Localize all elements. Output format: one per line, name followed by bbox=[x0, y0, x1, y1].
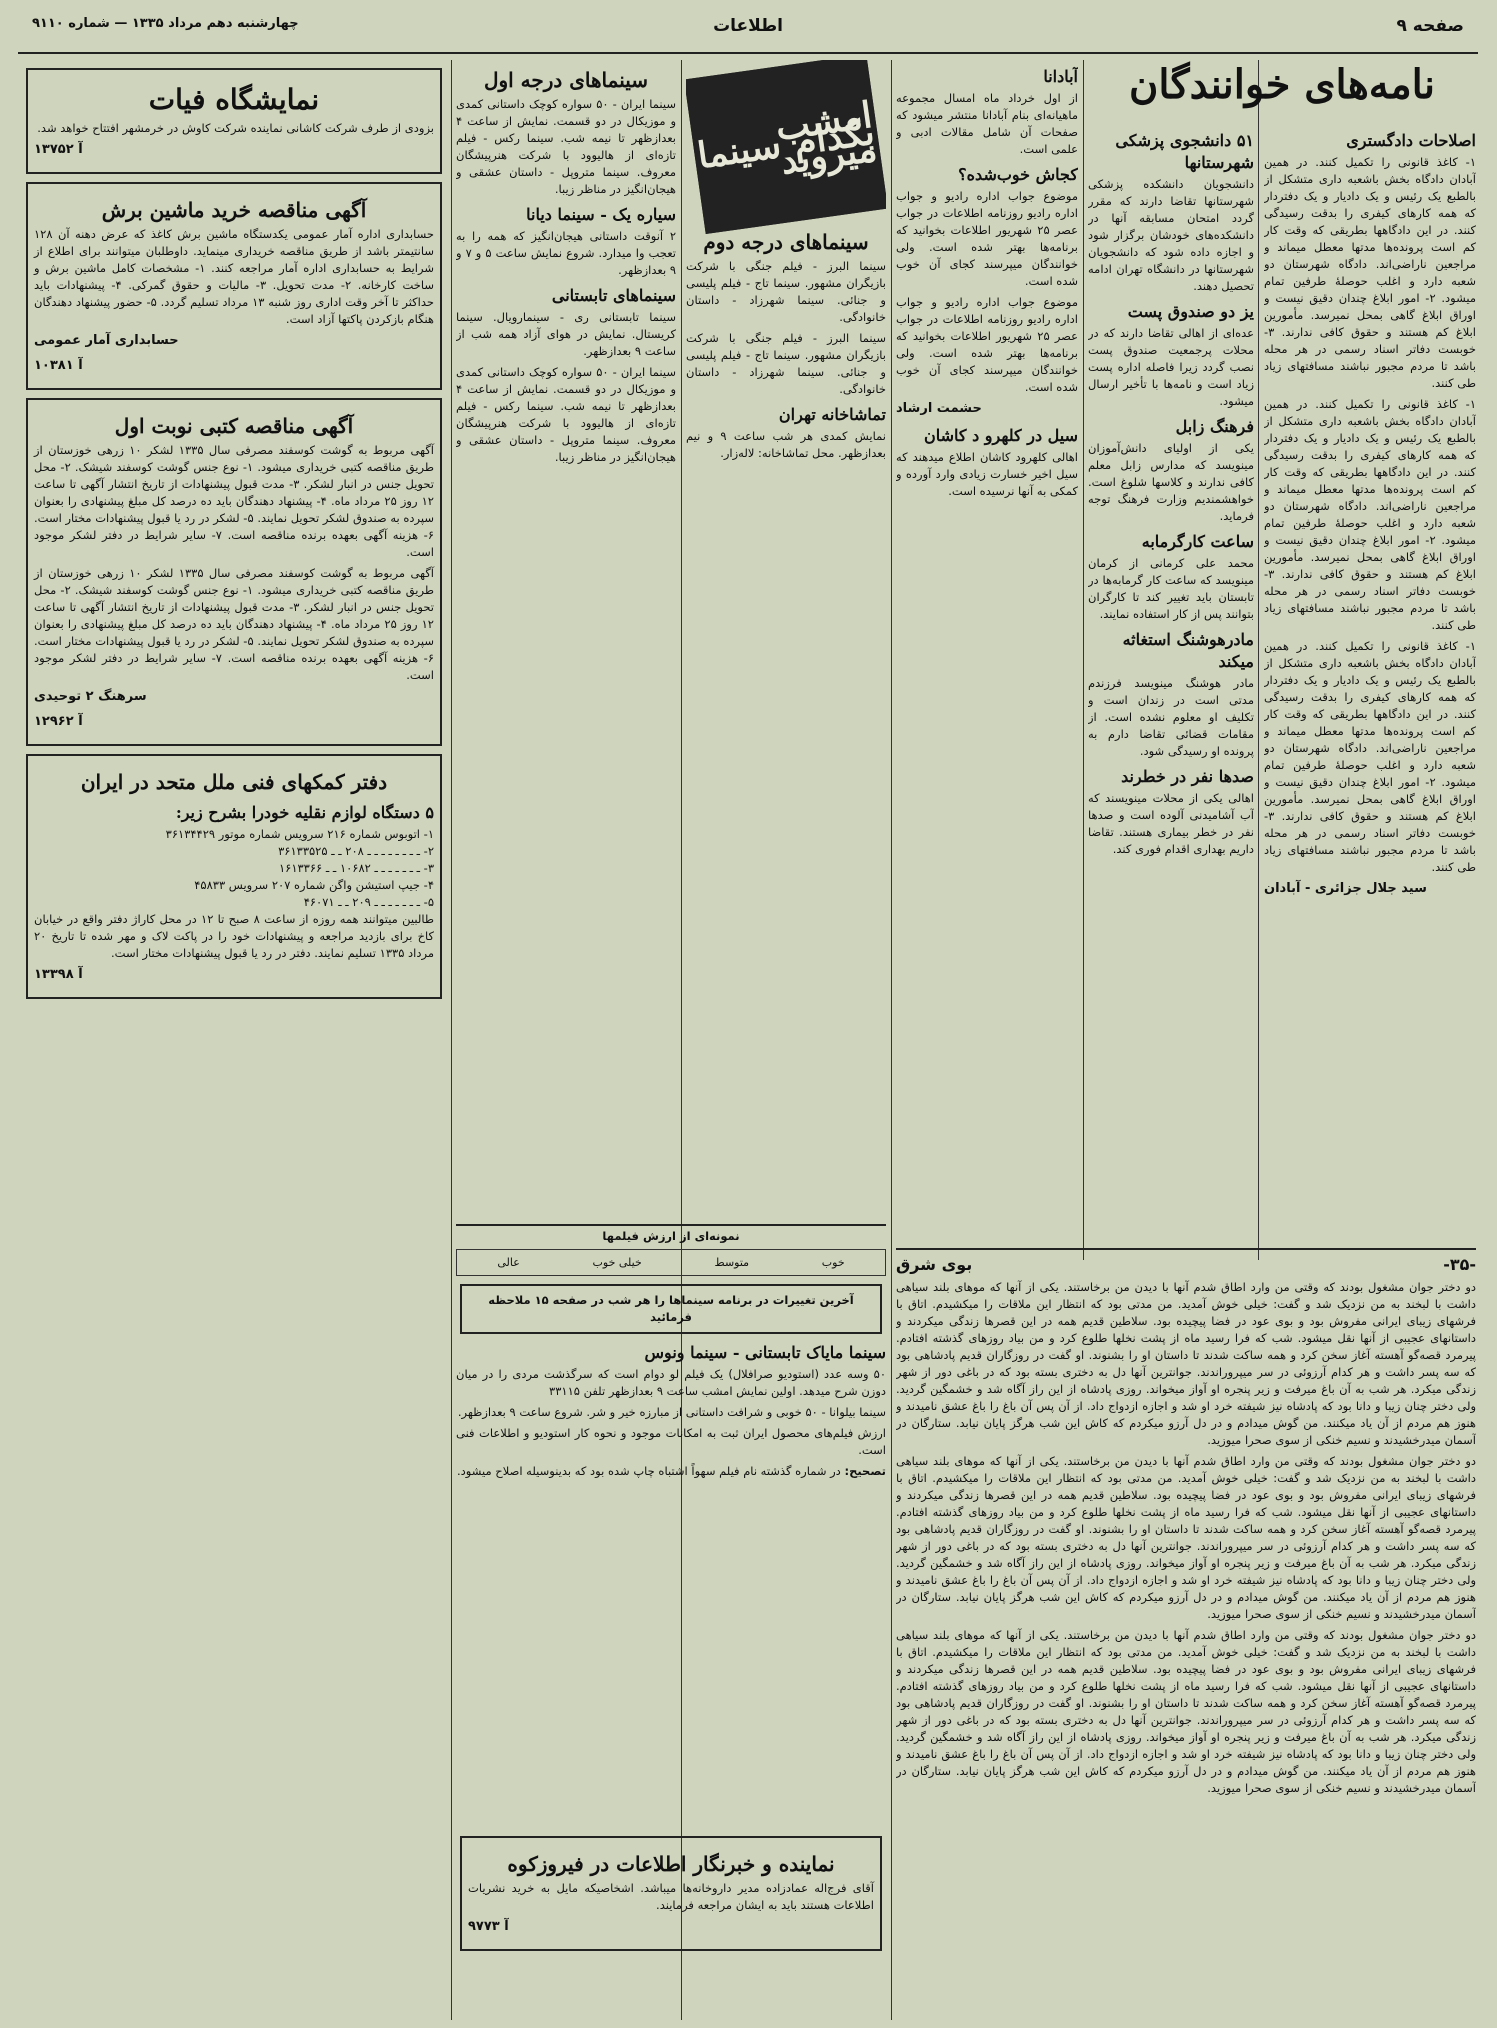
office-item: ۱- اتوبوس شماره ۲۱۶ سرویس شماره موتور ۳۶۱۳۴۴۲۹ bbox=[165, 827, 434, 841]
cinema-rule bbox=[456, 1224, 886, 1226]
story-text: دو دختر جوان مشغول بودند که وقتی من وارد اطاق شدم آنها با دیدن من برخاستند. یکی از آنها که موهای بلند سیاهی داشت با لبخند به من نزدیک شد و گفت: خیلی خوش آمدید. من مدتی بود که انتظار این ملاقات را میکشیدم. اتاق با فرشهای زیبای ایرانی مفروش بود و بوی عود در فضا پیچیده بود. سلاطین قدیم همه در این قصرها زندگی میکردند و داستانهای عجیبی از آنها نقل میشود. شب که فرا رسید ماه از پشت نخلها طلوع کرد و من بیاد روزهای گذشته افتادم. پیرمرد قصه‌گو آهسته آغاز سخن کرد و همه ساکت شدند تا داستان او را بشنوند. او گفت در روزگاران قدیم پادشاهی بود که سه پسر داشت و هر کدام آرزوئی در سر میپروراندند. جوانترین آنها دل به دختری بسته بود که در باغی دور از شهر زندگی میکرد. هر شب به آن باغ میرفت و زیر پنجره او آواز میخواند. روزی پادشاه از این راز آگاه شد و خشمگین گردید. ولی دختر چنان زیبا و دانا بود که پادشاه نیز شیفته خرد او شد و اجازه ازدواج داد. از آن پس آن باغ را باغ عشق نامیدند و هنوز هم مردم از آن یاد میکنند. من گوش میدادم و در دل آرزو میکردم که کاش این شب هرگز پایان نیابد. ستارگان در آسمان میدرخشیدند و نسیم خنکی از سوی صحرا میوزید. bbox=[896, 1454, 1476, 1621]
letter-text: موضوع جواب اداره رادیو و جواب اداره رادیو روزنامه اطلاعات در جواب عصر ۲۵ شهریور اطلاعات بخوانید که برنامه‌ها بهتر شده است. ولی خوانندگان میپرسند کجای آن خوب شده است. bbox=[896, 295, 1078, 394]
office-subtitle: ۵ دستگاه لوازم نقلیه خودرا بشرح زیر: bbox=[175, 803, 434, 822]
column-rule bbox=[451, 60, 452, 2020]
column-rule bbox=[1258, 60, 1259, 1260]
letter-text: ۱- کاغذ قانونی را تکمیل کنند. در همین آبادان دادگاه بخش باشعبه داری متشکل از بالطبع یک رئیس و یک دادیار و یک دفتردار که همه کارهای کیفری را بدقت رسیدگی کنند. در این دادگاهها بطریقی که وقت کار کم است پرونده‌ها مدتها معطل میماند و مراجعین ناراضی‌اند. دادگاه شهرستان دو شعبه دارد و اغلب حوصلهٔ طرفین تمام میشود. ۲- امور ابلاغ چندان دقیق نیست و اوراق ابلاغ گاهی بمحل نمیرسد. مأمورین ابلاغ کم هستند و حقوق کافی ندارند. ۳- خوبست دفاتر اسناد رسمی در هر محله باشد تا مردم مجبور نباشند مسافتهای زیاد طی کنند. bbox=[1264, 155, 1476, 390]
banner-text: امشب بکدام سینما میروید bbox=[694, 93, 880, 183]
story-title: بوی شرق bbox=[896, 1256, 973, 1274]
story-number: -۳۵- bbox=[1443, 1256, 1476, 1274]
letters-heading: سیل در کلهرو د کاشان bbox=[924, 426, 1078, 445]
column-rule bbox=[1083, 60, 1084, 1260]
cinema-heading: تماشاخانه تهران bbox=[778, 405, 886, 424]
cinema-text: سینما بیلوانا - ۵۰ خوبی و شرافت داستانی از مبارزه خیر و شر. شروع ساعت ۹ بعدازظهر. bbox=[457, 1405, 886, 1419]
correction-text: در شماره گذشته نام فیلم سهواً اشتباه چاپ شده بود که بدینوسیله اصلاح میشود. bbox=[457, 1464, 841, 1478]
letters-heading: فرهنگ زابل bbox=[1175, 417, 1254, 436]
cinema-text: سینما ایران - ۵۰ سواره کوچک داستانی کمدی و موزیکال در دو قسمت. نمایش از ساعت ۴ بعدازظهر تا نیمه شب. سینما رکس - فیلم تازه‌ای از هالیوود با شرکت هنرپیشگان معروف. سینما متروپل - داستان عشقی و هیجان‌انگیز در مناظر زیبا. bbox=[456, 365, 676, 464]
story-text: دو دختر جوان مشغول بودند که وقتی من وارد اطاق شدم آنها با دیدن من برخاستند. یکی از آنها که موهای بلند سیاهی داشت با لبخند به من نزدیک شد و گفت: خیلی خوش آمدید. من مدتی بود که انتظار این ملاقات را میکشیدم. اتاق با فرشهای زیبای ایرانی مفروش بود و بوی عود در فضا پیچیده بود. سلاطین قدیم همه در این قصرها زندگی میکردند و داستانهای عجیبی از آنها نقل میشود. شب که فرا رسید ماه از پشت نخلها طلوع کرد و من بیاد روزهای گذشته افتادم. پیرمرد قصه‌گو آهسته آغاز سخن کرد و همه ساکت شدند تا داستان او را بشنوند. او گفت در روزگاران قدیم پادشاهی بود که سه پسر داشت و هر کدام آرزوئی در سر میپروراندند. جوانترین آنها دل به دختری بسته بود که در باغی دور از شهر زندگی میکرد. هر شب به آن باغ میرفت و زیر پنجره او آواز میخواند. روزی پادشاه از این راز آگاه شد و خشمگین گردید. ولی دختر چنان زیبا و دانا بود که پادشاه نیز شیفته خرد او شد و اجازه ازدواج داد. از آن پس آن باغ را باغ عشق نامیدند و هنوز هم مردم از آن یاد میکنند. من گوش میدادم و در دل آرزو میکردم که کاش این شب هرگز پایان نیابد. ستارگان در آسمان میدرخشیدند و نسیم خنکی از سوی صحرا میوزید. bbox=[896, 1628, 1476, 1795]
letter-signature: سید جلال جزائری - آبادان bbox=[1264, 881, 1427, 896]
letters-column-3 bbox=[896, 60, 1078, 1244]
cinema-heading: سینماهای درجه اول bbox=[483, 68, 649, 92]
letters-title: نامه‌های خوانندگان bbox=[1128, 61, 1435, 108]
letters-column-1 bbox=[1264, 124, 1476, 1244]
rating-label: خوب bbox=[821, 1256, 845, 1269]
correction-heading: تصحیح: bbox=[844, 1464, 886, 1478]
cinema-heading: سینماهای تابستانی bbox=[551, 286, 676, 305]
story-text: دو دختر جوان مشغول بودند که وقتی من وارد اطاق شدم آنها با دیدن من برخاستند. یکی از آنها که موهای بلند سیاهی داشت با لبخند به من نزدیک شد و گفت: خیلی خوش آمدید. من مدتی بود که انتظار این ملاقات را میکشیدم. اتاق با فرشهای زیبای ایرانی مفروش بود و بوی عود در فضا پیچیده بود. سلاطین قدیم همه در این قصرها زندگی میکردند و داستانهای عجیبی از آنها نقل میشود. شب که فرا رسید ماه از پشت نخلها طلوع کرد و من بیاد روزهای گذشته افتادم. پیرمرد قصه‌گو آهسته آغاز سخن کرد و همه ساکت شدند تا داستان او را بشنوند. او گفت در روزگاران قدیم پادشاهی بود که سه پسر داشت و هر کدام آرزوئی در سر میپروراندند. جوانترین آنها دل به دختری بسته بود که در باغی دور از شهر زندگی میکرد. هر شب به آن باغ میرفت و زیر پنجره او آواز میخواند. روزی پادشاه از این راز آگاه شد و خشمگین گردید. ولی دختر چنان زیبا و دانا بود که پادشاه نیز شیفته خرد او شد و اجازه ازدواج داد. از آن پس آن باغ را باغ عشق نامیدند و هنوز هم مردم از آن یاد میکنند. من گوش میدادم و در دل آرزو میکردم که کاش این شب هرگز پایان نیابد. ستارگان در آسمان میدرخشیدند و نسیم خنکی از سوی صحرا میوزید. bbox=[896, 1280, 1476, 1447]
letters-heading: صدها نفر در خطرند bbox=[1121, 767, 1254, 786]
fiat-title: نمایشگاه فیات bbox=[148, 83, 320, 116]
paper-name: اطلاعات bbox=[713, 16, 783, 36]
tender2-ad bbox=[26, 398, 442, 746]
un-office-ad bbox=[26, 754, 442, 999]
office-title: دفتر کمکهای فنی ملل متحد در ایران bbox=[80, 770, 388, 794]
office-item: ۲- ـ ـ ـ ـ ـ ـ ـ ـ ۲۰۸ ـ ـ ۳۶۱۳۳۵۲۵ bbox=[278, 844, 434, 858]
cinema-column-1-spacer bbox=[456, 60, 676, 1220]
fiat-ad bbox=[26, 68, 442, 174]
agent-box bbox=[456, 1828, 886, 1998]
rating-caption: نمونه‌ای از ارزش فیلمها bbox=[602, 1229, 740, 1243]
letters-heading: یز دو صندوق پست bbox=[1127, 302, 1254, 321]
cinema-text: ارزش فیلم‌های محصول ایران ثبت به امکانات موجود و نحوه کار استودیو و اطلاعات فنی است. bbox=[456, 1426, 886, 1457]
ads-column bbox=[22, 60, 446, 2000]
masthead bbox=[18, 8, 1478, 54]
cinema-text: نمایش کمدی هر شب ساعت ۹ و نیم بعدازظهر. محل تماشاخانه: لاله‌زار. bbox=[686, 429, 886, 460]
tender2-title: آگهی مناقصه کتبی نوبت اول bbox=[114, 414, 354, 438]
correction-line bbox=[456, 1463, 886, 1480]
office-item: ۳- ـ ـ ـ ـ ـ ـ ـ ۱۰۶۸۲ ـ ـ ۱۶۱۳۳۶۶ bbox=[278, 861, 434, 875]
office-item: ۵- ـ ـ ـ ـ ـ ـ ـ ۲۰۹ ـ ـ ۴۶۰۷۱ bbox=[303, 895, 434, 909]
letter-signature: حشمت ارشاد bbox=[896, 401, 982, 416]
office-item: ۴- جیپ استیشن واگن شماره ۲۰۷ سرویس ۴۵۸۳۳ bbox=[194, 878, 434, 892]
letter-text: اهالی کلهرود کاشان اطلاع میدهند که سیل اخیر خسارت زیادی وارد آورده و کمکی به آنها نرسیده است. bbox=[896, 450, 1078, 498]
column-rule bbox=[891, 60, 892, 2020]
letters-heading: آبادانا bbox=[1043, 67, 1078, 86]
letters-header bbox=[1088, 60, 1476, 120]
rating-label: عالی bbox=[497, 1256, 520, 1269]
letter-text: از اول خرداد ماه امسال مجموعه ماهیانه‌ای بنام آبادانا منتشر میشود که صفحات آن شامل مقالات ادبی و علمی است. bbox=[896, 91, 1078, 156]
cinema-text: سینما البرز - فیلم جنگی با شرکت بازیگران مشهور. سینما تاج - فیلم پلیسی و جنائی. سینما شهرزاد - داستان خانوادگی. bbox=[686, 259, 886, 324]
tender1-ad bbox=[26, 182, 442, 390]
office-ref: آ ۱۳۳۹۸ bbox=[34, 967, 83, 982]
letters-heading: ۵۱ دانشجوی پزشکی شهرستانها bbox=[1115, 131, 1254, 172]
cinema-heading: سینما مایاک تابستانی - سینما ونوس bbox=[644, 1343, 886, 1362]
tender1-ref: آ ۱۰۳۸۱ bbox=[34, 358, 83, 373]
letters-heading: ساعت کارگرمابه bbox=[1141, 532, 1254, 551]
letters-heading: مادرهوشنگ استغاثه میکند bbox=[1122, 630, 1254, 671]
cinema-text: سینما البرز - فیلم جنگی با شرکت بازیگران مشهور. سینما تاج - فیلم پلیسی و جنائی. سینما شهرزاد - داستان خانوادگی. bbox=[686, 331, 886, 396]
cinema-heading: سیاره یک - سینما دیانا bbox=[526, 205, 676, 224]
fiat-text: بزودی از طرف شرکت کاشانی نماینده شرکت کاوش در خرمشهر افتتاح خواهد شد. bbox=[37, 121, 434, 135]
agent-text: آقای فرج‌اله عمادزاده مدیر دارو‌خانه‌ها میباشد. اشخاصیکه مایل به خرید نشریات اطلاعات هستند باید به ایشان مراجعه فرمایند. bbox=[468, 1881, 874, 1912]
letter-text: ۱- کاغذ قانونی را تکمیل کنند. در همین آبادان دادگاه بخش باشعبه داری متشکل از بالطبع یک رئیس و یک دادیار و یک دفتردار که همه کارهای کیفری را بدقت رسیدگی کنند. در این دادگاهها بطریقی که وقت کار کم است پرونده‌ها مدتها معطل میماند و مراجعین ناراضی‌اند. دادگاه شهرستان دو شعبه دارد و اغلب حوصلهٔ طرفین تمام میشود. ۲- امور ابلاغ چندان دقیق نیست و اوراق ابلاغ گاهی بمحل نمیرسد. مأمورین ابلاغ کم هستند و حقوق کافی ندارند. ۳- خوبست دفاتر اسناد رسمی در هر محله باشد تا مردم مجبور نباشند مسافتهای زیاد طی کنند. bbox=[1264, 397, 1476, 632]
cinema-text: سینما تابستانی ری - سینمارویال. سینما کریستال. نمایش در هوای آزاد همه شب از ساعت ۹ بعدازظهر. bbox=[456, 310, 676, 358]
tender2-text: آگهی مربوط به گوشت کوسفند مصرفی سال ۱۳۳۵ لشکر ۱۰ زرهی خوزستان از طریق مناقصه کتبی خریداری میشود. ۱- نوع جنس گوشت کوسفند شیشک. ۲- محل تحویل جنس در انبار لشکر. ۳- مدت قبول پیشنهادات از تاریخ انتشار آگهی تا ساعت ۱۲ روز ۲۵ مرداد ماه. ۴- پیشنهاد دهندگان باید ده درصد کل مبلغ پیشنهادی را بعنوان سپرده به صندوق لشکر تحویل نمایند. ۵- لشکر در رد یا قبول پیشنهادات مختار است. ۶- هزینه آگهی بعهده برنده مناقصه است. ۷- سایر شرایط در دفتر لشکر موجود است. bbox=[34, 443, 434, 559]
page-number: صفحه ۹ bbox=[1396, 16, 1464, 36]
letters-heading: کجاش خوب‌شده؟ bbox=[958, 165, 1078, 184]
rating-scale bbox=[456, 1249, 886, 1276]
cinema-text: ۲ آنوقت داستانی هیجان‌انگیز که همه را به تعجب وا میدارد. شروع نمایش ساعت ۵ و ۷ و ۹ بعدازظهر. bbox=[456, 229, 676, 277]
tender1-text: حسابداری اداره آمار عمومی یکدستگاه ماشین برش کاغذ که عرض دهنه آن ۱۲۸ سانتیمتر باشد از طریق مناقصه خریداری مینماید. داوطلبان میتوانند برای اطلاع از شرایط به حسابداری اداره آمار مراجعه کنند. ۱- مشخصات کامل ماشین برش و ساخت کارخانه. ۲- مدت تحویل. ۳- مالیات و حقوق گمرکی. ۴- پیشنهادات باید حداکثر تا آخر وقت اداری روز شنبه ۱۳ مرداد تسلیم گردد. ۵- حضور پیشنهاد دهندگان هنگام بازکردن پاکتها آزاد است. bbox=[34, 227, 434, 326]
fiat-ref: آ ۱۳۷۵۲ bbox=[34, 142, 83, 157]
agent-title: نماینده و خبرنگار اطلاعات در فیروزکوه bbox=[507, 1852, 835, 1876]
cinema-notice: آخرین تغییرات در برنامه سینماها را هر شب در صفحه ۱۵ ملاحظه فرمائید bbox=[460, 1284, 882, 1334]
letter-text: عده‌ای از اهالی تقاضا دارند که در محلات پرجمعیت صندوق پست نصب گردد زیرا فاصله اداره پست زیاد است و نامه‌ها با تأخیر ارسال میشود. bbox=[1088, 326, 1254, 408]
rating-label: متوسط bbox=[714, 1256, 750, 1269]
tender1-title: آگهی مناقصه خرید ماشین برش bbox=[101, 198, 367, 222]
tender2-text: آگهی مربوط به گوشت کوسفند مصرفی سال ۱۳۳۵ لشکر ۱۰ زرهی خوزستان از طریق مناقصه کتبی خریداری میشود. ۱- نوع جنس گوشت کوسفند شیشک. ۲- محل تحویل جنس در انبار لشکر. ۳- مدت قبول پیشنهادات از تاریخ انتشار آگهی تا ساعت ۱۲ روز ۲۵ مرداد ماه. ۴- پیشنهاد دهندگان باید ده درصد کل مبلغ پیشنهادی را بعنوان سپرده به صندوق لشکر تحویل نمایند. ۵- لشکر در رد یا قبول پیشنهادات مختار است. ۶- هزینه آگهی بعهده برنده مناقصه است. ۷- سایر شرایط در دفتر لشکر موجود است. bbox=[34, 566, 434, 682]
story-rule bbox=[896, 1248, 1476, 1250]
tender2-signature: سرهنگ ۲ توحیدی bbox=[34, 689, 147, 704]
cinema-text: ۵۰ وسه عدد (استودیو صرافلال) یک فیلم لو دوام است که سرگذشت مردی را در میان دوزن شرح میدهد. اولین نمایش امشب ساعت ۹ بعدازظهر تلفن ۳۳۱۱۵ bbox=[456, 1367, 886, 1398]
cinema-column-2 bbox=[686, 60, 886, 1220]
letters-column-2 bbox=[1088, 124, 1254, 1244]
newspaper-page bbox=[18, 8, 1478, 2018]
cinema-heading: سینماهای درجه دوم bbox=[703, 230, 869, 254]
agent-ref: آ ۹۷۷۳ bbox=[468, 1919, 509, 1934]
date-line: چهارشنبه دهم مرداد ۱۳۳۵ — شماره ۹۱۱۰ bbox=[32, 16, 299, 31]
story-section bbox=[896, 1256, 1476, 1996]
cinema-banner bbox=[686, 60, 886, 234]
cinema-lower bbox=[456, 1228, 886, 1788]
tender1-signature: حسابداری آمار عمومی bbox=[34, 333, 179, 348]
letter-text: اهالی یکی از محلات مینویسند که آب آشامیدنی آلوده است و صدها نفر در خطر بیماری هستند. تقاضا داریم بهداری اقدام فوری کند. bbox=[1088, 791, 1254, 856]
letter-text: دانشجویان دانشکده پزشکی شهرستانها تقاضا دارند که مقرر گردد امتحان مسابقه آنها در دانشکده‌های خودشان برگزار شود و اجازه داده شود که دانشجویان شهرستانها در دانشگاه تهران ادامه تحصیل دهند. bbox=[1088, 177, 1254, 293]
letter-text: موضوع جواب اداره رادیو و جواب اداره رادیو روزنامه اطلاعات در جواب عصر ۲۵ شهریور اطلاعات بخوانید که برنامه‌ها بهتر شده است. ولی خوانندگان میپرسند کجای آن خوب شده است. bbox=[896, 189, 1078, 288]
tender2-ref: آ ۱۲۹۶۲ bbox=[34, 714, 83, 729]
cinema-text: سینما ایران - ۵۰ سواره کوچک داستانی کمدی و موزیکال در دو قسمت. نمایش از ساعت ۴ بعدازظهر تا نیمه شب. سینما رکس - فیلم تازه‌ای از هالیوود با شرکت هنرپیشگان معروف. سینما متروپل - داستان عشقی و هیجان‌انگیز در مناظر زیبا. bbox=[456, 97, 676, 196]
letters-heading: اصلاحات دادگستری bbox=[1346, 131, 1476, 150]
office-text: طالبین میتوانند همه روزه از ساعت ۸ صبح تا ۱۲ در محل کاراژ دفتر واقع در خیابان کاخ برای بازدید مراجعه و پیشنهادات خود را در پاکت لاک و مهر شده تا تاریخ ۲۰ مرداد ۱۳۳۵ تسلیم نمایند. دفتر در رد یا قبول پیشنهادات مختار است. bbox=[34, 912, 434, 960]
letter-text: محمد علی کرمانی از کرمان مینویسد که ساعت کار گرمابه‌ها در تابستان باید تغییر کند تا کارگران بتوانند پس از کار استفاده نمایند. bbox=[1088, 556, 1254, 621]
rating-label: خیلی خوب bbox=[592, 1256, 642, 1269]
letter-text: مادر هوشنگ مینویسد فرزندم مدتی است در زندان است و تکلیف او معلوم نشده است. از مقامات قضائی تقاضا دارم به پرونده او رسیدگی شود. bbox=[1088, 676, 1254, 758]
letter-text: ۱- کاغذ قانونی را تکمیل کنند. در همین آبادان دادگاه بخش باشعبه داری متشکل از بالطبع یک رئیس و یک دادیار و یک دفتردار که همه کارهای کیفری را بدقت رسیدگی کنند. در این دادگاهها بطریقی که وقت کار کم است پرونده‌ها مدتها معطل میماند و مراجعین ناراضی‌اند. دادگاه شهرستان دو شعبه دارد و اغلب حوصلهٔ طرفین تمام میشود. ۲- امور ابلاغ چندان دقیق نیست و اوراق ابلاغ گاهی بمحل نمیرسد. مأمورین ابلاغ کم هستند و حقوق کافی ندارند. ۳- خوبست دفاتر اسناد رسمی در هر محله باشد تا مردم مجبور نباشند مسافتهای زیاد طی کنند. bbox=[1264, 639, 1476, 874]
letter-text: یکی از اولیای دانش‌آموزان مینویسد که مدارس زابل معلم کافی ندارند و کلاسها شلوغ است. خواهشمندیم وزارت فرهنگ توجه فرماید. bbox=[1088, 441, 1254, 523]
